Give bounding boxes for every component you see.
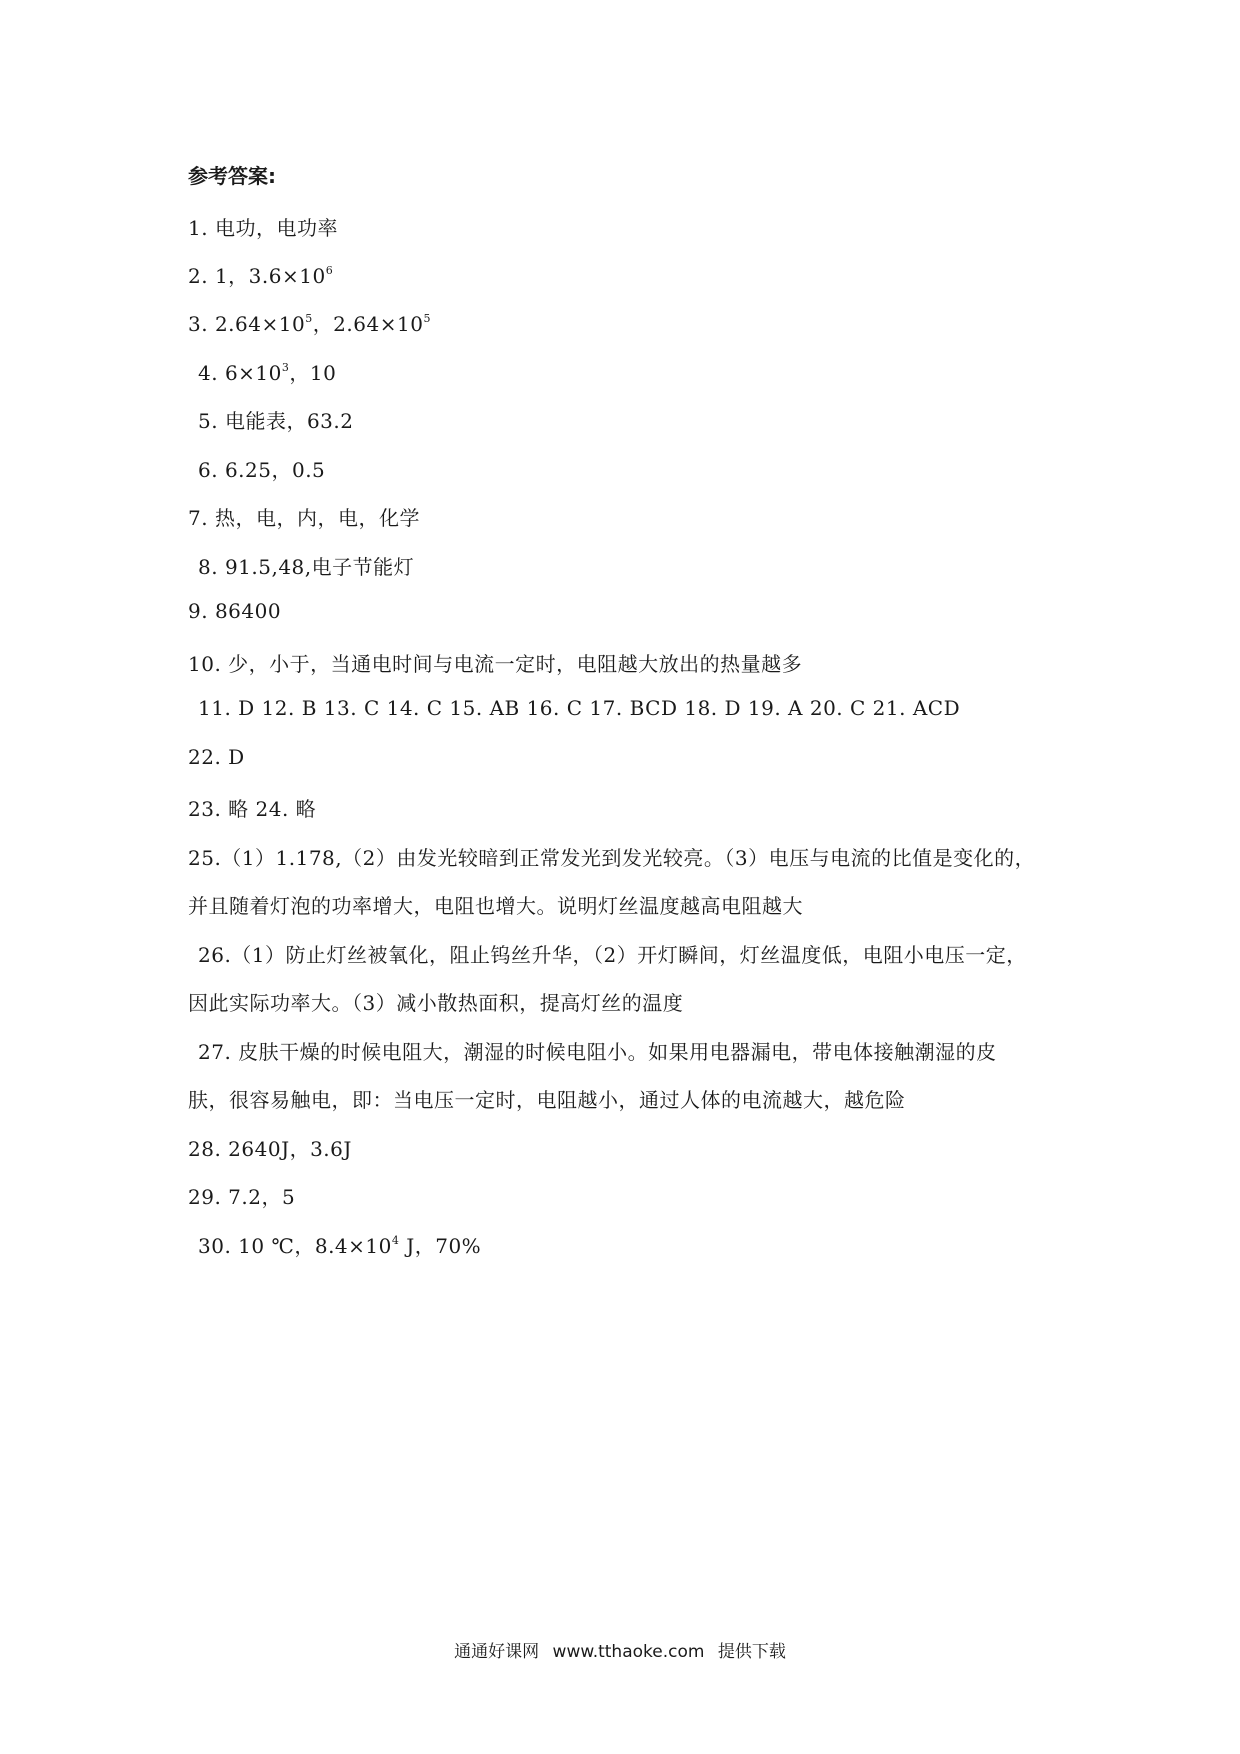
answer-4: [198, 357, 336, 386]
answer-3-exponent-2: 5: [423, 312, 431, 325]
answer-2-exponent: 6: [325, 264, 334, 277]
answer-30-text: 30. 10 ℃，8.4×10: [198, 1234, 392, 1258]
footer-suffix: 提供下载: [717, 1642, 786, 1662]
answer-29: 29. 7.2，5: [188, 1185, 296, 1209]
answer-4-exponent: 3: [281, 361, 290, 374]
answer-27-line-1: 27. 皮肤干燥的时候电阻大，潮湿的时候电阻小。如果用电器漏电，带电体接触潮湿的皮: [198, 1040, 997, 1064]
answer-10: 10. 少，小于，当通电时间与电流一定时，电阻越大放出的热量越多: [188, 652, 803, 676]
answer-6: 6. 6.25，0.5: [198, 458, 326, 482]
answer-3-text-2: ，2.64×10: [312, 312, 424, 336]
answer-30-exponent: 4: [391, 1234, 400, 1247]
answer-27-line-2: 肤，很容易触电，即：当电压一定时，电阻越小，通过人体的电流越大，越危险: [188, 1088, 906, 1112]
answer-8: 8. 91.5,48,电子节能灯: [198, 555, 415, 579]
footer-site-name: 通通好课网: [454, 1642, 540, 1662]
answer-9: 9. 86400: [188, 599, 282, 623]
answer-4-text-2: ，10: [289, 361, 337, 385]
answer-28: 28. 2640J，3.6J: [188, 1137, 352, 1161]
answer-25-line-1: 25.（1）1.178,（2）由发光较暗到正常发光到发光较亮。（3）电压与电流的比值是变化的，: [188, 846, 1036, 870]
answer-1: 1. 电功，电功率: [188, 216, 338, 240]
answer-11-21: 11. D 12. B 13. C 14. C 15. AB 16. C 17. BCD 18. D 19. A 20. C 21. ACD: [198, 696, 961, 720]
answer-3-exponent-1: 5: [305, 312, 313, 325]
answer-2-text: 2. 1，3.6×10: [188, 264, 326, 288]
page-footer: [0, 1637, 1240, 1662]
answer-25-line-2: 并且随着灯泡的功率增大，电阻也增大。说明灯丝温度越高电阻越大: [188, 894, 803, 918]
answer-7: 7. 热，电，内，电，化学: [188, 506, 420, 530]
answer-3-text: 3. 2.64×10: [188, 312, 306, 336]
answer-22: 22. D: [188, 745, 245, 769]
answer-4-text: 4. 6×10: [198, 361, 282, 385]
answer-30: [198, 1230, 481, 1259]
answer-26-line-1: 26.（1）防止灯丝被氧化，阻止钨丝升华，（2）开灯瞬间，灯丝温度低，电阻小电压一定，: [198, 943, 1027, 967]
answer-5: 5. 电能表，63.2: [198, 409, 354, 433]
answer-30-text-2: J，70%: [399, 1234, 482, 1258]
answer-2: [188, 260, 333, 289]
footer-url[interactable]: www.tthaoke.com: [552, 1642, 705, 1662]
answer-3: [188, 308, 431, 337]
answer-26-line-2: 因此实际功率大。（3）减小散热面积，提高灯丝的温度: [188, 991, 684, 1015]
answer-23-24: 23. 略 24. 略: [188, 797, 317, 821]
answers-heading: 参考答案:: [188, 164, 276, 188]
